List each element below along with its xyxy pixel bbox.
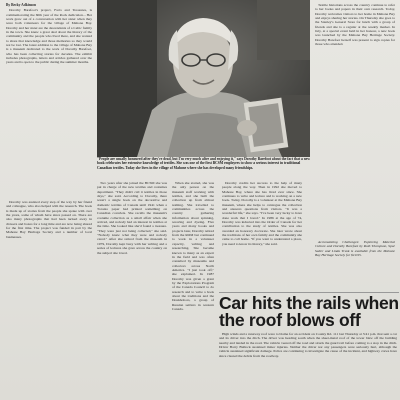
article-column-5 xyxy=(315,3,395,238)
article-photo xyxy=(97,0,310,157)
column-1-text: Dorothy Barefoot's project, Facts and Treasures, is commemorating the 60th year of the Rock dedication... Her work grew out of a conversation with her sister when they were both volunteers for the village of Mahone Bay. Dorothy and her sister are the descendants of a Celtic family in the town. She knew a great deal about the history of the community and the people who lived there, and she wanted to share that knowledge and those memories so they would not be lost. The latest addition to the village of Mahone Bay is a museum dedicated to the work of Dorothy Barefoot, who has been collecting stories for decades. The exhibit includes photographs, letters and articles gathered over the years and is open to the public during the summer months. xyxy=(6,8,92,65)
column-4-text: Dorothy credits her success to the help of many people along the way. Then in 1992 she moved to Mahone Bay, where she has lived ever since. She continues to write and lecture and is working on a new book. Today, Dorothy is a volunteer at the Mahone Bay museum, where she helps to catalogue the collection and answers questions from visitors. "It was a wonderful life," she says. "I've been very lucky to have done work that I loved." In 1986 at the age of 74, Dorothy was inducted into the Order of Canada for her contribution to the study of textiles. She was also awarded an honorary doctorate. She later wrote about the traditions of her own family and the community she came to call home. "If you want to understand a place, you need to know its history," she said. xyxy=(222,181,302,246)
second-article-text: High winds and a runaway roof were to blame for an accident on County Rd. 111 last Thursday at 3:41 p.m. that sent a car and its driver into the ditch. The driver was heading south when the sheet-metal roof of the tower blew off the building nearby and landed in the road. The vehicle veered off the road and struck the guard rail before coming to a stop in the ditch. Driver Barry Bullock sustained minor injuries. Neither the driver nor any passengers were seriously hurt, although the vehicle sustained significant damage. Police are continuing to investigate the cause of the incident, and highway crews have since cleared the debris from the roadway. xyxy=(219,332,397,358)
article-headline xyxy=(219,295,399,329)
byline: By Becky Adkinson xyxy=(6,3,36,7)
article-column-2 xyxy=(97,181,167,397)
column-3-text: When she started, she was the only person on the museum staff working with textiles, and she built the collection up from almost nothing. She travelled to communities across the country gathering information about spinning, weaving and dyeing. Five years and many books and projects later, Dorothy retired from the ROM but continued to work in a volunteer capacity, writing and researching. She became known to many as an expert in the field and was often consulted by museums and collectors across North America. "I just took off," she explained. In 1987 Dorothy was given a grant by the Explorations Program of the Canada Council to do research and to write a book about the traditions and the Doukhobors, a group of Russian settlers in western Canada. xyxy=(172,181,214,311)
article-column-1 xyxy=(6,3,92,197)
headline-line-1: Car hits the rails when xyxy=(219,293,399,313)
column-2-text: Two years after she joined the BCSM she was put in charge of the new textiles and costumes department. "They didn't call it textiles in those days," she said. According to Dorothy, there wasn't a single book on the decorative and domestic textiles of Canada until 1941 when a Toronto paper had printed something on Canadian coverlets. She recalls the museum's costume collection as a small affair when she arrived, and nobody had an interest in textiles at the time. She looked like she'd found a treasure. "They were just not being collected," she said. "Nobody knew what they were and nobody cared." After she retired from the museum in 1979, Dorothy kept busy with her writing and a series of lectures she gave across the country on the subject she loved. xyxy=(97,181,167,255)
article-column-3 xyxy=(172,181,214,397)
portrait-photo xyxy=(97,0,310,157)
article-column-5-lower xyxy=(315,240,395,290)
column-5-lower-text: Accumulating Challenges: Exploring Material Culture and Dorothy Barefoot by Ruth Thompson, Spar Salter and Linda Trask is available from the Mahone Bay Heritage Society for $19.95. xyxy=(315,240,395,258)
column-5-text: Textile historians across the country continue to refer to her books and papers in their own research. Today, Dorothy welcomes visitors to her home in Mahone Bay and enjoys sharing her stories. On Thursday she goes to the Stanley's General Store for lunch with a group of friends and she is a regular at the weekly market. In July, at a special event held in her honour, a new book was launched by the Mahone Bay Heritage Society. Dorothy Barefoot herself was present to sign copies for those who attended. xyxy=(315,3,395,47)
column-1-lower-text: Dorothy was assisted every step of the way by her friend and colleague, who also helped with the research. The book is made up of stories from the people she spoke with over the years, some of whom have since passed on. There are also many photographs that had been tucked away in drawers and boxes for a long time and are now being shared for the first time. The project was funded in part by the Mahone Bay Heritage Society and a number of local businesses. xyxy=(6,200,92,239)
article-column-4 xyxy=(222,181,302,289)
photo-caption: "People are usually honoured after they're dead, but I'm very much alive and enjoying it," says Dorothy Barefoot about the fact that a new book celebrates her extensive knowledge of textiles. She was one of the first BCSM employees to show a serious interest in traditional Canadian textiles. Today she lives in the village of Mahone where she has developed many friendships. xyxy=(97,157,310,170)
article-column-1-lower xyxy=(6,200,92,397)
second-article-body xyxy=(219,332,397,398)
headline-line-2: the roof blows off xyxy=(219,310,361,330)
